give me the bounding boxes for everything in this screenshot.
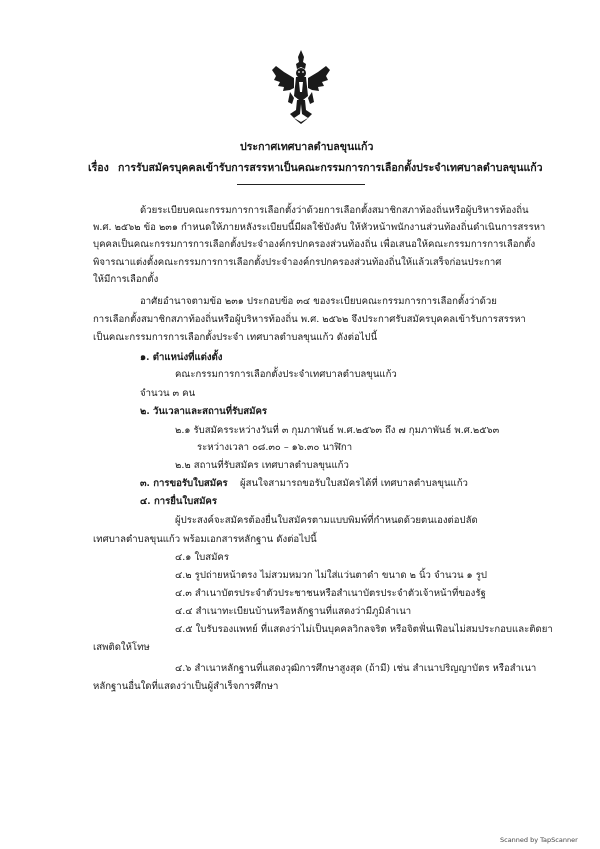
section-4-item-1: ๔.๑ ใบสมัคร — [175, 552, 229, 563]
section-4-item-4: ๔.๔ สำเนาทะเบียนบ้านหรือหลักฐานที่แสดงว่ามีภูมิลำเนา — [175, 606, 412, 617]
para2-line-1: อาศัยอำนาจตามข้อ ๒๓๑ ประกอบข้อ ๓๔ ของระเบียบคณะกรรมการการเลือกตั้งว่าด้วย — [140, 296, 497, 307]
section-2-heading: ๒. วันเวลาและสถานที่รับสมัคร — [140, 406, 268, 417]
section-2-item-1-date: ๒.๑ รับสมัครระหว่างวันที่ ๓ กุมภาพันธ์ พ.ศ.๒๕๖๓ ถึง ๗ กุมภาพันธ์ พ.ศ.๒๕๖๓ — [175, 425, 500, 436]
para1-line-3: บุคคลเป็นคณะกรรมการการเลือกตั้งประจำองค์กรปกครองส่วนท้องถิ่น เพื่อเสนอให้คณะกรรมการการเลือกตั้ง — [93, 239, 536, 250]
section-4-intro-2: เทศบาลตำบลขุนแก้ว พร้อมเอกสารหลักฐาน ดังต่อไปนี้ — [93, 534, 317, 545]
page-title: ประกาศเทศบาลตำบลขุนแก้ว — [240, 141, 374, 153]
para2-line-3: เป็นคณะกรรมการการเลือกตั้งประจำ เทศบาลตำบลขุนแก้ว ดังต่อไปนี้ — [93, 332, 378, 343]
para2-line-2: การเลือกตั้งสมาชิกสภาท้องถิ่นหรือผู้บริหารท้องถิ่น พ.ศ. ๒๕๖๒ จึงประกาศรับสมัครบุคคลเข้ารับการสรรหา — [93, 314, 526, 325]
section-4-item-6-line-1: ๔.๖ สำเนาหลักฐานที่แสดงวุฒิการศึกษาสูงสุด (ถ้ามี) เช่น สำเนาปริญญาบัตร หรือสำเนา — [175, 663, 537, 674]
section-1-count: จำนวน ๓ คน — [140, 388, 196, 399]
subject-text: การรับสมัครบุคคลเข้ารับการสรรหาเป็นคณะกรรมการการเลือกตั้งประจำเทศบาลตำบลขุนแก้ว — [118, 162, 543, 174]
section-2-item-2: ๒.๒ สถานที่รับสมัคร เทศบาลตำบลขุนแก้ว — [175, 460, 349, 471]
section-1-position: คณะกรรมการการเลือกตั้งประจำเทศบาลตำบลขุนแก้ว — [175, 369, 397, 380]
section-4-item-6-line-2: หลักฐานอื่นใดที่แสดงว่าเป็นผู้สำเร็จการศึกษา — [93, 681, 279, 692]
section-4-item-5-line-2: เสพติดให้โทษ — [93, 642, 150, 653]
subject-label: เรื่อง — [88, 162, 109, 174]
section-4-intro-1: ผู้ประสงค์จะสมัครต้องยื่นใบสมัครตามแบบพิมพ์ที่กำหนดด้วยตนเองต่อปลัด — [175, 515, 478, 526]
section-2-item-1-time: ระหว่างเวลา ๐๘.๓๐ – ๑๖.๓๐ นาฬิกา — [197, 442, 353, 453]
section-3-heading: ๓. การขอรับใบสมัคร — [140, 478, 228, 489]
para1-line-5: ให้มีการเลือกตั้ง — [93, 274, 159, 285]
scanner-watermark: Scanned by TapScanner — [500, 836, 578, 844]
section-4-item-2: ๔.๒ รูปถ่ายหน้าตรง ไม่สวมหมวก ไม่ใส่แว่นตาดำ ขนาด ๒ นิ้ว จำนวน ๑ รูป — [175, 570, 487, 581]
section-4-item-5-line-1: ๔.๕ ใบรับรองแพทย์ ที่แสดงว่าไม่เป็นบุคคลวิกลจริต หรือจิตฟั่นเฟือนไม่สมประกอบและติดยา — [175, 624, 553, 635]
section-1-heading: ๑. ตำแหน่งที่แต่งตั้ง — [140, 352, 223, 363]
section-4-item-3: ๔.๓ สำเนาบัตรประจำตัวประชาชนหรือสำเนาบัตรประจำตัวเจ้าหน้าที่ของรัฐ — [175, 588, 486, 599]
garuda-emblem-icon — [270, 48, 332, 124]
para1-line-1: ด้วยระเบียบคณะกรรมการการเลือกตั้งว่าด้วยการเลือกตั้งสมาชิกสภาท้องถิ่นหรือผู้บริหารท้องถิ่น — [140, 205, 529, 216]
title-divider — [237, 184, 365, 185]
section-4-heading: ๔. การยื่นใบสมัคร — [140, 496, 217, 507]
para1-line-4: พิจารณาแต่งตั้งคณะกรรมการการเลือกตั้งประจำองค์กรปกครองส่วนท้องถิ่นให้แล้วเสร็จก่อนประกาศ — [93, 257, 502, 268]
section-3-text: ผู้สนใจสามารถขอรับใบสมัครได้ที่ เทศบาลตำบลขุนแก้ว — [240, 478, 468, 489]
para1-line-2: พ.ศ. ๒๕๖๒ ข้อ ๒๓๑ กำหนดให้ภายหลังระเบียบนี้มีผลใช้บังคับ ให้หัวหน้าพนักงานส่วนท้องถิ่นดำเนินการสรรหา — [93, 222, 546, 233]
